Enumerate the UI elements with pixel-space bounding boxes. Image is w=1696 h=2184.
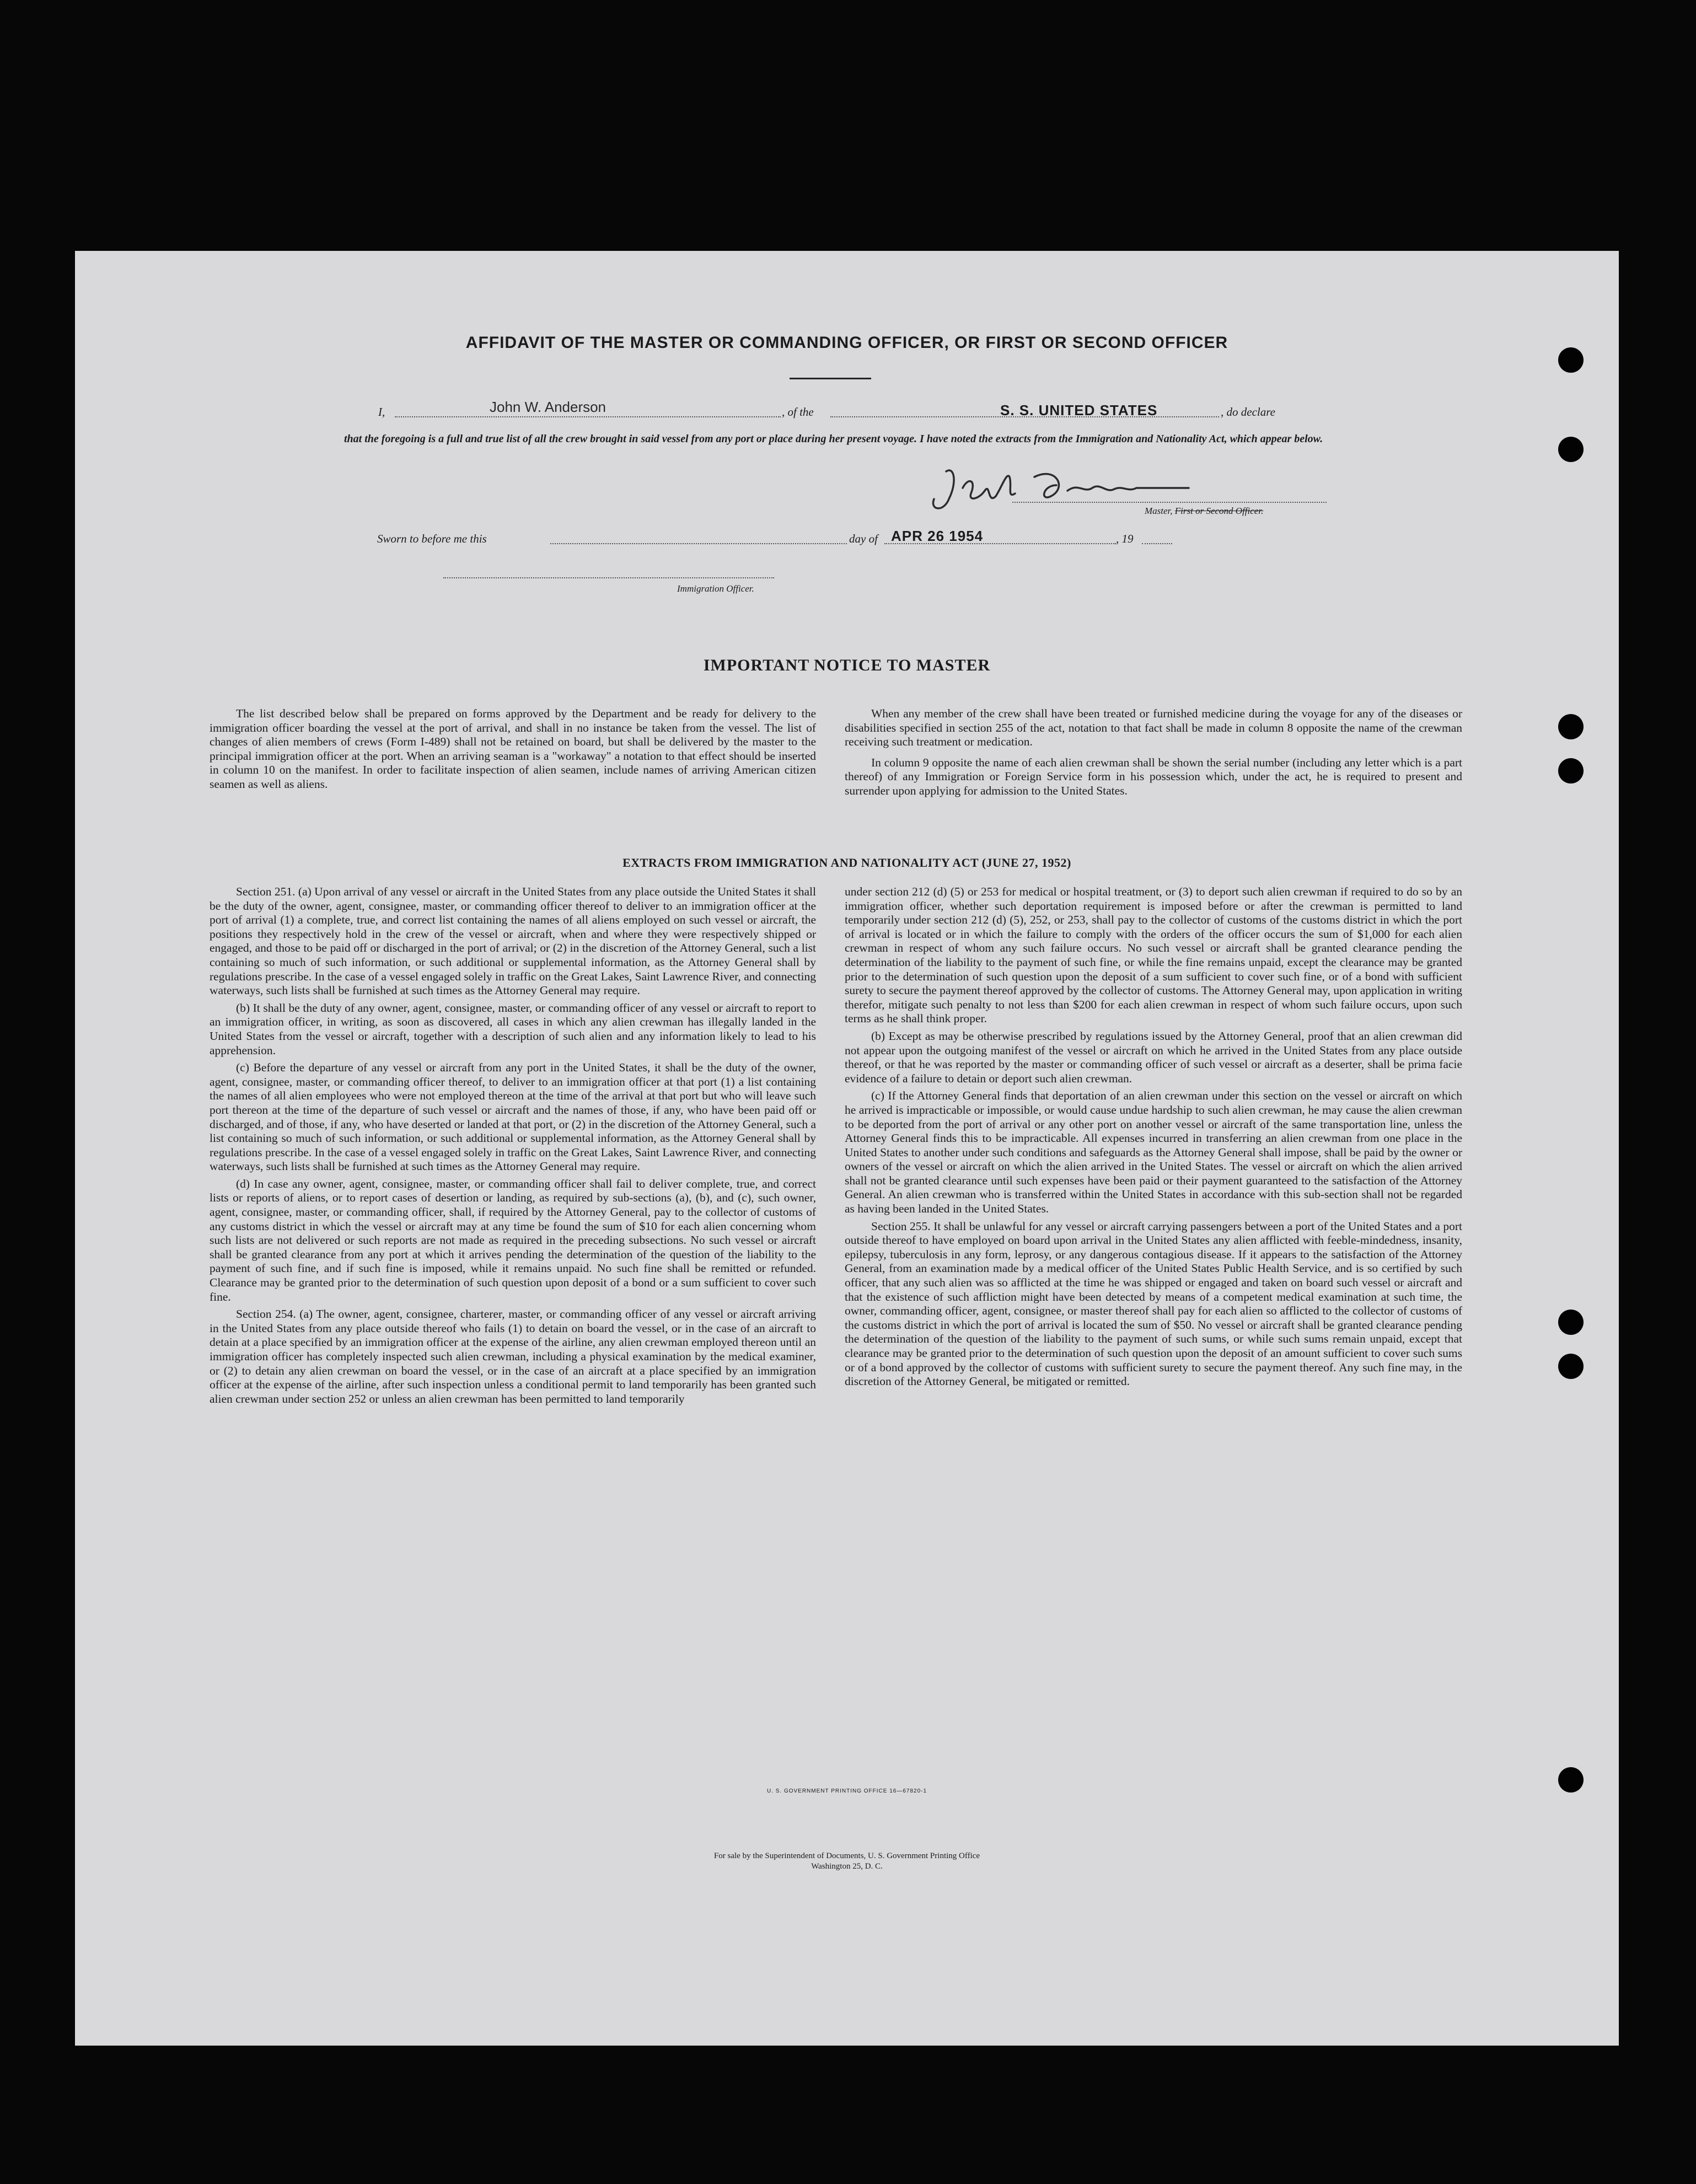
extract-paragraph: Section 251. (a) Upon arrival of any vessel or aircraft in the United States from any place outside the United States it shall be the duty of the owner, agent, consignee, master, or commanding officer thereof to deliver to an immigration officer at the port of arrival (1) a complete, true, and correct list containing the names of all aliens employed on such vessel or aircraft, the positions they respectively hold in the crew of the vessel or aircraft, when and where they were respectively shipped or engaged, and those to be paid off or discharged in the port of arrival; or (2) in the discretion of the Attorney General, such a list containing so much of such information, or such additional or supplemental information, as the Attorney General shall by regulations prescribe. In the case of a vessel engaged solely in traffic on the Great Lakes, Saint Lawrence River, and connecting waterways, such lists shall be furnished at such times as the Attorney General may require.	[210, 885, 816, 997]
i-label: I,	[378, 405, 385, 418]
form-page	[75, 251, 1619, 2046]
sworn-day-line	[550, 543, 847, 544]
punch-hole-icon	[1558, 758, 1584, 784]
extracts-title: EXTRACTS FROM IMMIGRATION AND NATIONALITY ACT (JUNE 27, 1952)	[622, 856, 1071, 870]
do-declare-label: , do declare	[1221, 405, 1275, 418]
extracts-right-column	[845, 885, 1462, 1392]
vessel-name-value: S. S. UNITED STATES	[1000, 402, 1158, 418]
master-name-value: John W. Anderson	[490, 399, 607, 415]
punch-hole-icon	[1558, 437, 1584, 462]
punch-hole-icon	[1558, 347, 1584, 373]
affidavit-title: AFFIDAVIT OF THE MASTER OR COMMANDING OFFICER, OR FIRST OR SECOND OFFICER	[465, 334, 1228, 352]
immigration-officer-line	[443, 577, 774, 578]
extract-paragraph: Section 254. (a) The owner, agent, consignee, charterer, master, or commanding officer of any vessel or aircraft arriving in the United States from any place outside thereof who fails (1) to detain on board the vessel, or in the case of an aircraft to detain at a place specified by an immigration officer at the expense of the airline, any alien crewman employed thereon until an immigration officer has completely inspected such alien crewman, including a physical examination by the medical examiner, or (2) to detain any alien crewman on board the vessel, or in the case of an aircraft at a place specified by an immigration officer at the expense of the airline, after such inspection unless a conditional permit to land temporarily has been granted such alien crewman under section 252 or unless an alien crewman has been permitted to land temporarily	[210, 1307, 816, 1405]
extract-paragraph: (c) If the Attorney General finds that deportation of an alien crewman under this section on the vessel or aircraft on which he arrived is impracticable or impossible, or would cause undue hardship to such alien crewman, he may cause the alien crewman to be deported from the port of arrival or any other port on another vessel or aircraft of the same transportation line, unless the Attorney General finds this to be impracticable. All expenses incurred in transferring an alien crewman from one place in the United States to another under such conditions and safeguards as the Attorney General shall impose, shall be paid by the owner or owners of the vessel or aircraft on which the alien arrived in the United States. The vessel or aircraft on which the alien arrived shall not be granted clearance until such expenses have been paid or their payment guaranteed to the satisfaction of the Attorney General. An alien crewman who is transferred within the United States in accordance with this sub-section shall not be regarded as having been landed in the United States.	[845, 1089, 1462, 1216]
signature-line	[1012, 502, 1327, 503]
notice-right-column	[845, 707, 1462, 802]
footer	[75, 1851, 1619, 1872]
extract-paragraph: Section 255. It shall be unlawful for any vessel or aircraft carrying passengers between a port of the United States and a port outside thereof to have employed on board upon arrival in the United States any alien afflicted with feeble-mindedness, insanity, epilepsy, tuberculosis in any form, leprosy, or any dangerous contagious disease. If it appears to the satisfaction of the Attorney General, from an examination made by a medical officer of the United States Public Health Service, and is so certified by such officer, that any such alien was so afflicted at the time he was shipped or engaged and taken on board such vessel or aircraft and that the existence of such affliction might have been detected by means of a competent medical examination at such time, the owner, commanding officer, agent, consignee, or master thereof shall pay for each alien so afflicted to the collector of customs of the customs district in which the port of arrival is located the sum of $50. No vessel or aircraft shall be granted clearance pending the determination of the question of the liability to the payment of such sums, or while such sums remain unpaid, except that clearance may be granted prior to the determination of such question upon the deposit of an amount sufficient to cover such sums or of a bond approved by the collector of customs with sufficient surety to secure the payment thereof. Any such fine may, in the discretion of the Attorney General, be mitigated or remitted.	[845, 1219, 1462, 1388]
year-label: , 19	[1116, 532, 1134, 545]
printer-line: U. S. GOVERNMENT PRINTING OFFICE 16—67820-1	[766, 1788, 927, 1794]
notice-title: IMPORTANT NOTICE TO MASTER	[703, 656, 991, 674]
master-caption	[1145, 506, 1263, 517]
extract-paragraph: (b) Except as may be otherwise prescribed by regulations issued by the Attorney General, proof that an alien crewman did not appear upon the outgoing manifest of the vessel or aircraft on which he arrived in the United States from any place outside thereof, or that he was reported by the master or commanding officer of such vessel or aircraft as a deserter, shall be prima facie evidence of a failure to detain or deport such alien crewman.	[845, 1029, 1462, 1085]
extract-paragraph: under section 212 (d) (5) or 253 for medical or hospital treatment, or (3) to deport such alien crewman if required to do so by an immigration officer, whether such deportation requirement is imposed before or after the crewman is permitted to land temporarily under section 212 (d) (5), 252, or 253, shall pay to the collector of customs of the customs district in which the port of arrival is located or in which the failure to comply with the orders of the officer occurs the sum of $1,000 for each alien crewman in respect of whom any such failure occurs. No such vessel or aircraft shall be granted clearance pending the determination of the liability to the payment of such fine, or while the fine remains unpaid, except the clearance may be granted prior to the determination of such question upon the deposit of a sum sufficient to cover such fine, or of a bond with sufficient surety to secure the payment thereof approved by the collector of customs. The Attorney General may, upon application in writing therefor, mitigate such penalty to not less than $200 for each alien crewman in respect of whom such failure occurs, upon such terms as he shall think proper.	[845, 885, 1462, 1026]
punch-hole-icon	[1558, 714, 1584, 739]
of-the-label: , of the	[782, 405, 814, 418]
year-line	[1142, 543, 1172, 544]
extract-paragraph: (d) In case any owner, agent, consignee, master, or commanding officer shall fail to deliver complete, true, and correct lists or reports of aliens, or to report cases of desertion or landing, as required by sub-sections (a), (b), and (c), such owner, agent, consignee, master, or commanding officer, shall, if required by the Attorney General, pay to the collector of customs of any customs district in which the vessel or aircraft may at any time be found the sum of $10 for each alien concerning whom such lists are not delivered or such reports are not made as required in the preceding subsections. No such vessel or aircraft shall be granted clearance from any port at which it arrives pending the determination of the question of the liability to the payment of such fine, and if such fine is imposed, while it remains unpaid. No such fine shall be remitted or refunded. Clearance may be granted prior to the determination of such question upon deposit of a bond or a sum sufficient to cover such fine.	[210, 1177, 816, 1303]
notice-left-column	[210, 707, 816, 795]
extracts-left-column	[210, 885, 816, 1409]
footer-line-2: Washington 25, D. C.	[811, 1862, 883, 1871]
punch-hole-icon	[1558, 1310, 1584, 1335]
notice-paragraph: The list described below shall be prepared on forms approved by the Department and be ready for delivery to the immigration officer boarding the vessel at the port of arrival, and shall in no instance be taken from the vessel. The list of changes of alien members of crews (Form I-489) shall not be retained on board, but shall be delivered by the master to the principal immigration officer at the port. When an arriving seaman is a "workaway" a notation to that effect should be inserted in column 10 on the manifest. In order to facilitate inspection of alien seamen, include names of arriving American citizen seamen as well as aliens.	[210, 707, 816, 791]
name-line	[395, 416, 781, 417]
immigration-officer-caption: Immigration Officer.	[677, 583, 754, 594]
master-caption-struck: First or Second Officer.	[1174, 506, 1264, 516]
punch-hole-icon	[1558, 1354, 1584, 1379]
declaration-text: that the foregoing is a full and true list of all the crew brought in said vessel from any port or place during her present voyage. I have noted the extracts from the Immigration and Nationality Act, which appear below.	[344, 433, 1323, 445]
punch-hole-icon	[1558, 1767, 1584, 1793]
notice-paragraph: When any member of the crew shall have been treated or furnished medicine during the voyage for any of the diseases or disabilities specified in section 255 of the act, notation to that fact shall be made in column 8 opposite the name of the crewman receiving such treatment or medication.	[845, 707, 1462, 749]
extract-paragraph: (c) Before the departure of any vessel or aircraft from any port in the United States, it shall be the duty of the owner, agent, consignee, master, or commanding officer thereof, to deliver to an immigration officer at that port (1) a list containing the names of all alien employees who were not employed thereon at the time of the arrival at that port but who will leave such port thereon at the time of the departure of such vessel or aircraft and the names of those, if any, who have been paid off or discharged, and of those, if any, who have deserted or landed at that port, or (2) in the discretion of the Attorney General, such a list containing so much of such information, or such additional or supplemental information, as the Attorney General shall by regulations prescribe. In the case of a vessel engaged solely in traffic on the Great Lakes, Saint Lawrence River, and connecting waterways, such lists shall be furnished at such times as the Attorney General may require.	[210, 1061, 816, 1173]
title-divider	[790, 378, 871, 379]
footer-line-1: For sale by the Superintendent of Documents, U. S. Government Printing Office	[713, 1852, 980, 1860]
sworn-label: Sworn to before me this	[377, 532, 487, 545]
day-of-label: day of	[849, 532, 878, 545]
extract-paragraph: (b) It shall be the duty of any owner, agent, consignee, master, or commanding officer of any vessel or aircraft to report to an immigration officer, in writing, as soon as discovered, all cases in which any alien crewman has illegally landed in the United States from the vessel or aircraft, together with a description of such alien and any information likely to lead to his apprehension.	[210, 1001, 816, 1057]
notice-paragraph: In column 9 opposite the name of each alien crewman shall be shown the serial number (including any letter which is a part thereof) of any Immigration or Foreign Service form in his possession which, under the act, he is required to present and surrender upon applying for admission to the United States.	[845, 755, 1462, 797]
master-caption-prefix: Master,	[1145, 506, 1173, 516]
date-stamp-value: APR 26 1954	[891, 528, 984, 544]
